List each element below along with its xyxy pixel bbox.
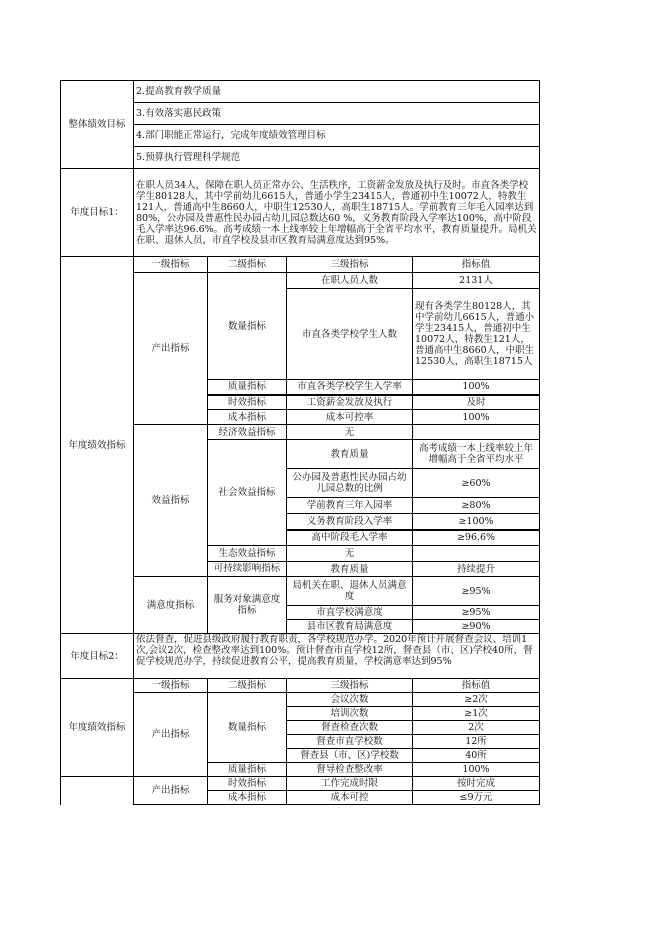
header-level2: 二级指标: [208, 679, 287, 693]
indicator-name: 教育质量: [287, 562, 413, 577]
level2: 成本指标: [208, 791, 287, 805]
performance-goals-table: [60, 80, 540, 805]
indicator-name: 无: [287, 546, 413, 562]
indicator-value: 100%: [413, 763, 540, 777]
indicators-1-label: 年度绩效指标: [61, 257, 134, 634]
indicator-name: 会议次数: [287, 693, 413, 707]
output-indicator: 产出指标: [134, 777, 208, 805]
service-satisfaction-indicator: 服务对象满意度指标: [208, 577, 287, 634]
indicator-value: ≥1次: [413, 707, 540, 721]
indicator-value: ≥95%: [413, 577, 540, 606]
header-value: 指标值: [413, 257, 540, 273]
indicator-name: 义务教育阶段入学率: [287, 514, 413, 530]
annual-target-1-text: 在职人员34人，保障在职人员正常办公、生活秩序，工资薪金发放及执行及时。市直各类学校学生80128人，其中学前幼儿6615人，普通小学生23415人，普通初中生10072人，特教生121人，普通高中生8660人，中职生12530人，高职生18715人。学前教育三年毛入园率达到80%，公办园及普惠性民办园占幼儿园总数达60 %，义务教育阶段入学率达100%，高中阶段毛入学率达96.6%。高考成绩一本上线率较上年增幅高于全省平均水平，教育质量提升。局机关在职、退休人员，市直学校及县市区教育局满意度达到95%。: [134, 169, 540, 257]
indicator-name: 在职人员人数: [287, 273, 413, 289]
indicator-name: 局机关在职、退休人员满意度: [287, 577, 413, 606]
indicator-name: 工作完成时限: [287, 777, 413, 791]
goal-item: 2.提高教育教学质量: [134, 81, 540, 103]
overall-goals-label: 整体绩效目标: [61, 81, 134, 169]
indicator-value: ≤9万元: [413, 791, 540, 805]
social-benefit-indicator: 社会效益指标: [208, 440, 287, 546]
indicator-value: 高考成绩一本上线率较上年增幅高于全省平均水平: [413, 440, 540, 469]
header-value: 指标值: [413, 679, 540, 693]
indicator-value: 100%: [413, 410, 540, 425]
quantity-indicator: 数量指标: [208, 273, 287, 380]
level2: 成本指标: [208, 410, 287, 425]
level2: 时效指标: [208, 777, 287, 791]
indicator-name: 成本可控率: [287, 410, 413, 425]
header-level2: 二级指标: [208, 257, 287, 273]
annual-target-2-text: 依法督查，促进县级政府履行教育职责，各学校规范办学。2020年预计开展督查会议、培训1次,会议2次，检查整改率达到100%。预计督查市直学校12所，督查县（市、区)学校40所，督促学校规范办学，持续促进教育公平，提高教育质量，学校满意率达到95%: [136, 634, 533, 667]
indicator-value: ≥100%: [413, 514, 540, 530]
indicator-value: [413, 425, 540, 440]
indicator-value: 2次: [413, 721, 540, 735]
indicator-value: 2131人: [413, 273, 540, 289]
indicator-name: 县市区教育局满意度: [287, 620, 413, 634]
goal-item: 4.部门职能正常运行，完成年度绩效管理目标: [134, 125, 540, 147]
benefit-indicator: 效益指标: [134, 425, 208, 577]
indicator-name: 高中阶段毛入学率: [287, 530, 413, 546]
level2: 质量指标: [208, 763, 287, 777]
indicator-value: 及时: [413, 395, 540, 410]
annual-target-2-label: 年度目标2：: [61, 634, 134, 679]
quantity-indicator: 数量指标: [208, 693, 287, 763]
indicator-value: [413, 546, 540, 562]
indicator-name: 公办园及普惠性民办园占幼儿园总数的比例: [287, 469, 413, 498]
level2: 经济效益指标: [208, 425, 287, 440]
indicator-name: 成本可控: [287, 791, 413, 805]
header-level3: 三级指标: [287, 679, 413, 693]
indicator-value: 现有各类学生80128人，其中学前幼儿6615人，普通小学生23415人，普通初中生10072人，特教生121人，普通高中生8660人，中职生12530人，高职生18715人: [413, 289, 540, 380]
header-level3: 三级指标: [287, 257, 413, 273]
indicator-name: 督查县（市、区)学校数: [287, 749, 413, 763]
indicator-value: 按时完成: [413, 777, 540, 791]
indicator-name: 督导检查整改率: [287, 763, 413, 777]
indicator-name: 督查市直学校数: [287, 735, 413, 749]
indicator-name: 教育质量: [287, 440, 413, 469]
goal-item: 5.预算执行管理科学规范: [134, 147, 540, 169]
level2: 质量指标: [208, 380, 287, 395]
level2: 可持续影响指标: [213, 563, 281, 574]
indicator-value: ≥2次: [413, 693, 540, 707]
indicator-value: 12所: [413, 735, 540, 749]
output-indicator: 产出指标: [134, 693, 208, 777]
indicator-name: 市直学校满意度: [287, 606, 413, 620]
level2: 时效指标: [208, 395, 287, 410]
indicator-name: 学前教育三年入园率: [287, 498, 413, 514]
indicator-value: 40所: [413, 749, 540, 763]
indicator-name: 无: [287, 425, 413, 440]
annual-target-1-label: 年度目标1：: [61, 169, 134, 257]
indicator-name: 市直各类学校学生入学率: [297, 380, 402, 392]
indicator-value: ≥60%: [413, 469, 540, 498]
indicator-value: ≥80%: [413, 498, 540, 514]
empty-cell: [61, 777, 134, 805]
indicators-2-label: 年度绩效指标: [61, 679, 134, 777]
satisfaction-indicator: 满意度指标: [134, 577, 208, 634]
indicator-value: 100%: [413, 380, 540, 395]
indicator-name: 培训次数: [287, 707, 413, 721]
indicator-value: 持续提升: [413, 562, 540, 577]
indicator-value: ≥90%: [413, 620, 540, 634]
level2: 生态效益指标: [208, 546, 287, 562]
indicator-value: ≥95%: [413, 606, 540, 620]
header-level1: 一级指标: [134, 257, 208, 273]
header-level1: 一级指标: [134, 679, 208, 693]
indicator-name: 督查检查次数: [287, 721, 413, 735]
output-indicator: 产出指标: [134, 273, 208, 425]
indicator-name: 工资薪金发放及执行: [287, 395, 413, 410]
goal-item: 3.有效落实惠民政策: [134, 103, 540, 125]
indicator-value: ≥96.6%: [413, 530, 540, 546]
indicator-name: 市直各类学校学生人数: [287, 289, 413, 380]
